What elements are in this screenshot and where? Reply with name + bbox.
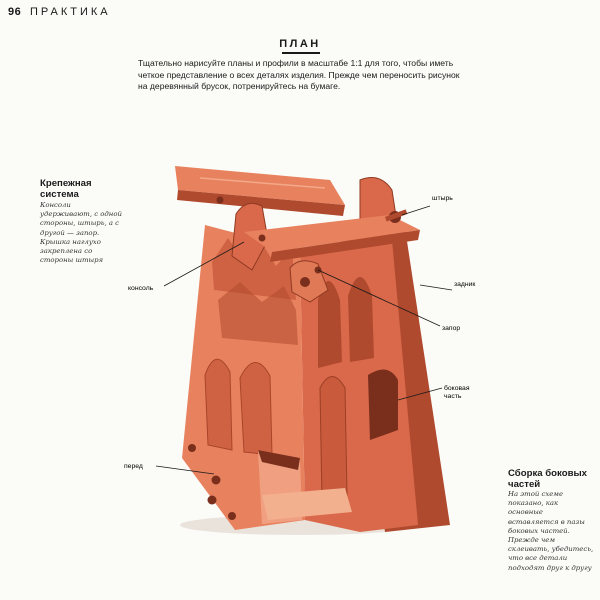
plan-heading: ПЛАН xyxy=(279,38,321,50)
side-assembly-title: Сборка боковых частей xyxy=(508,468,587,490)
callout-back: задник xyxy=(454,281,476,288)
callout-side-part: боковая часть xyxy=(444,385,470,400)
peg-2 xyxy=(208,496,217,505)
side-slot xyxy=(368,370,398,440)
callout-console: консоль xyxy=(128,285,154,292)
leader-back xyxy=(420,285,452,290)
mount-system-text: Консоли удерживают, с одной стороны, штырь, а с другой — запор. Крышка наглухо закреплена со стороны штыря xyxy=(40,201,122,265)
peg-3 xyxy=(188,444,196,452)
front-arch-left xyxy=(205,359,232,450)
callout-pin: штырь xyxy=(432,195,453,202)
leader-pin xyxy=(402,206,430,215)
lock-hole xyxy=(300,277,310,287)
side-assembly-text: На этой схеме показано, как основные вставляется в пазы боковых частей. Прежде чем склеивать, убедитесь, что все детали подходят друг к другу xyxy=(508,490,594,572)
section-name: ПРАКТИКА xyxy=(30,6,111,18)
mount-system-title: Крепежная система xyxy=(40,178,92,200)
page-number: 96 xyxy=(8,6,22,18)
peg-4 xyxy=(228,512,236,520)
callout-front: перед xyxy=(124,463,143,470)
peg-1 xyxy=(212,476,221,485)
top-peg-1 xyxy=(217,197,224,204)
callout-lock: запор xyxy=(442,325,461,332)
right-arch-3 xyxy=(320,377,347,501)
intro-paragraph: Тщательно нарисуйте планы и профили в масштабе 1:1 для того, чтобы иметь четкое представление о всех деталях изделия. Прежде чем переносить рисунок на деревянный брусок, потренируйтесь на бумаге. xyxy=(138,58,460,91)
front-arch-right xyxy=(240,362,272,455)
top-peg-2 xyxy=(259,235,266,242)
